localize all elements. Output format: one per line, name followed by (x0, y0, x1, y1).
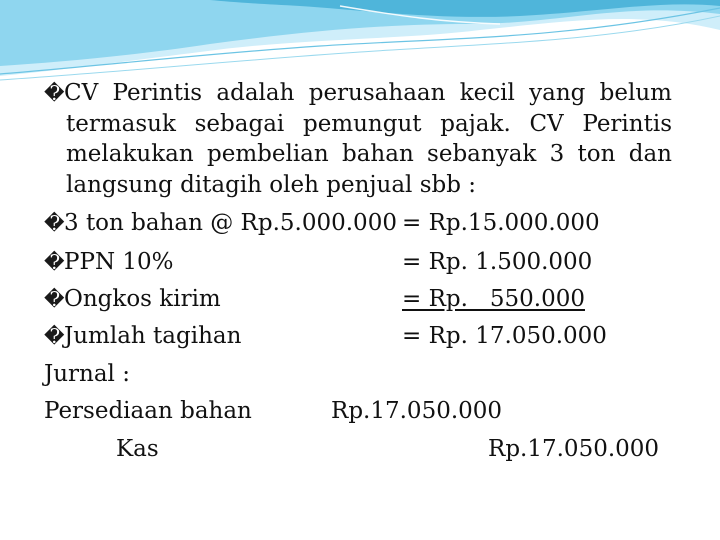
item-ppn-label: �PPN 10% (44, 249, 174, 275)
item-bahan-value: = Rp.15.000.000 (402, 210, 600, 236)
item-ppn-value: = Rp. 1.500.000 (402, 249, 593, 275)
item-jumlah-label: �Jumlah tagihan (44, 323, 242, 349)
intro-paragraph (44, 78, 672, 200)
journal-title: Jurnal : (44, 361, 130, 387)
journal-credit-amount: Rp.17.050.000 (488, 436, 660, 462)
intro-line-2: termasuk sebagai pemungut pajak. CV Perintis (66, 110, 672, 137)
item-jumlah-value: = Rp. 17.050.000 (402, 323, 607, 349)
item-ongkos-value: = Rp. 550.000 (402, 286, 585, 312)
item-bahan-label: �3 ton bahan @ Rp.5.000.000 (44, 210, 397, 236)
bullet-icon: � (44, 287, 65, 311)
bullet-icon: � (44, 250, 65, 274)
bullet-icon: � (44, 81, 65, 105)
bullet-icon: � (44, 324, 65, 348)
journal-debit-amount: Rp.17.050.000 (331, 398, 503, 424)
intro-line-1: �CV Perintis adalah perusahaan kecil yang belum (44, 78, 672, 109)
intro-line-4: langsung ditagih oleh penjual sbb : (66, 171, 477, 198)
journal-credit-account: Kas (116, 436, 159, 462)
item-ongkos-label: �Ongkos kirim (44, 286, 221, 312)
bullet-icon: � (44, 211, 65, 235)
journal-debit-account: Persediaan bahan (44, 398, 252, 424)
intro-line-3: melakukan pembelian bahan sebanyak 3 ton dan (66, 141, 672, 167)
